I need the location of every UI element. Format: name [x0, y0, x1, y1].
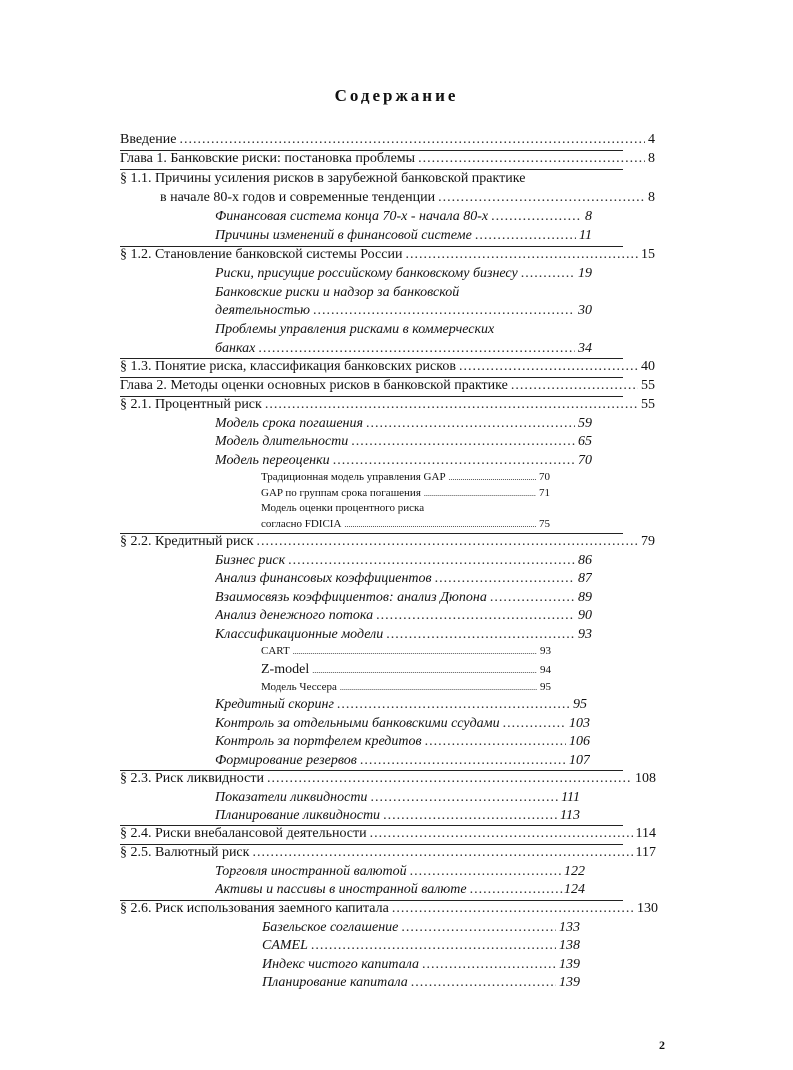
dot-leader [360, 753, 566, 769]
toc-entry-page: 89 [578, 590, 592, 605]
dot-leader [370, 790, 558, 806]
dot-leader [411, 975, 556, 991]
toc-entry-title: Контроль за отдельными банковскими ссудами [215, 716, 500, 731]
toc-entry-page: 55 [641, 378, 655, 393]
toc-entry-page: 103 [569, 716, 590, 731]
dot-leader [179, 132, 645, 148]
toc-entry-title[interactable]: Проблемы управления рисками в коммерческих [215, 322, 495, 337]
dot-leader [511, 378, 638, 394]
toc-entry-page: 94 [540, 664, 551, 676]
toc-entry-title: § 2.3. Риск ликвидности [120, 771, 264, 786]
dot-leader [386, 627, 575, 643]
toc-entry-title: Финансовая система конца 70-х - начала 80-х [215, 209, 489, 224]
toc-entry-title[interactable]: § 1.1. Причины усиления рисков в зарубежной банковской практике [120, 171, 526, 186]
toc-entry-title: Планирование капитала [262, 975, 408, 990]
toc-entry-page: 139 [559, 957, 580, 972]
toc-entry-title: Модель переоценки [215, 453, 330, 468]
toc-entry[interactable] [120, 534, 655, 550]
dot-leader [312, 666, 537, 675]
toc-entry-title: § 2.6. Риск использования заемного капитала [120, 901, 389, 916]
toc-entry[interactable] [120, 397, 655, 413]
toc-entry-page: 117 [635, 845, 656, 860]
toc-entry-title: § 1.2. Становление банковской системы России [120, 247, 403, 262]
dot-leader [337, 697, 570, 713]
toc-entry-page: 133 [559, 920, 580, 935]
toc-entry-title: в начале 80-х годов и современные тенденции [160, 190, 436, 205]
dot-leader [521, 266, 575, 282]
toc-entry-title: Планирование ликвидности [215, 808, 381, 823]
dot-leader [258, 341, 575, 357]
toc-entry[interactable] [215, 571, 592, 587]
toc-entry-page: 86 [578, 553, 592, 568]
toc-entry-page: 75 [539, 518, 550, 530]
toc-entry-page: 79 [641, 534, 655, 549]
toc-entry[interactable] [261, 645, 551, 657]
toc-entry[interactable] [120, 771, 656, 787]
toc-entry-page: 87 [578, 571, 592, 586]
toc-entry-page: 95 [573, 697, 587, 712]
toc-entry-title: Модель длительности [215, 434, 349, 449]
toc-entry[interactable] [120, 359, 655, 375]
dot-leader [265, 397, 638, 413]
page-number: 2 [659, 1038, 665, 1052]
toc-entry-page: 8 [648, 190, 655, 205]
dot-leader [475, 228, 576, 244]
toc-entry-title: банках [215, 341, 256, 356]
dot-leader [490, 590, 575, 606]
dot-leader [267, 771, 632, 787]
toc-entry-title: CAMEL [262, 938, 308, 953]
toc-entry-title: Причины изменений в финансовой системе [215, 228, 472, 243]
toc-entry[interactable] [215, 864, 585, 880]
toc-entry-page: 34 [578, 341, 592, 356]
toc-entry-title: деятельностью [215, 303, 310, 318]
toc-entry-page: 15 [641, 247, 655, 262]
toc-entry-page: 55 [641, 397, 655, 412]
toc-entry-title: Глава 2. Методы оценки основных рисков в банковской практике [120, 378, 508, 393]
dot-leader [366, 416, 575, 432]
toc-entry-page: 111 [561, 790, 580, 805]
toc-entry-title: § 1.3. Понятие риска, классификация банковских рисков [120, 359, 456, 374]
toc-entry-page: 113 [560, 808, 580, 823]
toc-entry[interactable] [120, 378, 655, 394]
toc-entry[interactable] [215, 303, 592, 319]
dot-leader [410, 864, 561, 880]
dot-leader [333, 453, 575, 469]
toc-entry-title: GAP по группам срока погашения [261, 487, 421, 499]
toc-entry[interactable] [215, 790, 580, 806]
toc-entry-page: 70 [539, 471, 550, 483]
toc-entry[interactable] [261, 471, 550, 483]
toc-entry-title: Глава 1. Банковские риски: постановка проблемы [120, 151, 416, 166]
dot-leader [438, 190, 645, 206]
toc-entry[interactable] [215, 716, 590, 732]
toc-entry-title: Бизнес риск [215, 553, 286, 568]
toc-entry-title: согласно FDICIA [261, 518, 342, 530]
toc-entry-page: 40 [641, 359, 655, 374]
toc-entry-page: 70 [578, 453, 592, 468]
toc-entry[interactable] [120, 845, 656, 861]
toc-entry-title[interactable]: Модель оценки процентного риска [261, 502, 425, 514]
dot-leader [418, 151, 645, 167]
dot-leader [293, 647, 537, 656]
toc-entry[interactable] [262, 975, 580, 991]
toc-entry-title: Введение [120, 132, 177, 147]
dot-leader [422, 957, 556, 973]
dot-leader [401, 920, 556, 936]
toc-entry-page: 124 [564, 882, 585, 897]
toc-entry-title: Контроль за портфелем кредитов [215, 734, 422, 749]
toc-entry[interactable] [215, 753, 590, 769]
toc-entry-page: 4 [648, 132, 655, 147]
toc-entry[interactable] [215, 341, 592, 357]
toc-entry-title: Традиционная модель управления GAP [261, 471, 446, 483]
toc-entry-page: 130 [637, 901, 658, 916]
toc-entry[interactable] [261, 681, 551, 693]
toc-entry[interactable] [160, 190, 655, 206]
toc-entry-title: CART [261, 645, 290, 657]
toc-entry[interactable] [261, 487, 550, 499]
toc-entry-page: 30 [578, 303, 592, 318]
toc-entry-title: Индекс чистого капитала [262, 957, 419, 972]
toc-entry-title: Показатели ликвидности [215, 790, 368, 805]
toc-entry[interactable] [215, 697, 587, 713]
toc-entry-page: 95 [540, 681, 551, 693]
toc-entry[interactable] [215, 209, 592, 225]
toc-entry[interactable] [215, 627, 592, 643]
toc-entry[interactable] [215, 734, 590, 750]
dot-leader [503, 716, 566, 732]
toc-entry-page: 138 [559, 938, 580, 953]
toc-entry[interactable] [215, 590, 592, 606]
dot-leader [383, 808, 557, 824]
toc-entry-title[interactable]: Банковские риски и надзор за банковской [215, 285, 460, 300]
dot-leader [435, 571, 575, 587]
dot-leader [470, 882, 564, 898]
toc-entry-page: 114 [635, 826, 656, 841]
toc-entry-title: Анализ денежного потока [215, 608, 374, 623]
toc-entry[interactable] [262, 920, 580, 936]
toc-entry[interactable] [120, 901, 658, 917]
toc-entry-page: 8 [648, 151, 655, 166]
toc-entry[interactable] [262, 938, 580, 954]
dot-leader [257, 534, 639, 550]
toc-entry-page: 65 [578, 434, 592, 449]
toc-entry-title: Кредитный скоринг [215, 697, 334, 712]
toc-entry[interactable] [215, 416, 592, 432]
dot-leader [311, 938, 556, 954]
toc-entry-page: 108 [635, 771, 656, 786]
dot-leader [351, 434, 575, 450]
toc-entry-page: 106 [569, 734, 590, 749]
toc-entry-page: 71 [539, 487, 550, 499]
dot-leader [340, 683, 537, 692]
dot-leader [459, 359, 638, 375]
dot-leader [425, 734, 566, 750]
toc-entry[interactable] [262, 957, 580, 973]
toc-entry-title: Торговля иностранной валютой [215, 864, 407, 879]
toc-entry-title: § 2.1. Процентный риск [120, 397, 262, 412]
toc-entry-title: Модель срока погашения [215, 416, 363, 431]
toc-entry[interactable] [215, 228, 592, 244]
toc-entry-title: Активы и пассивы в иностранной валюте [215, 882, 467, 897]
toc-entry-title: Риски, присущие российскому банковскому бизнесу [215, 266, 518, 281]
dot-leader [344, 520, 536, 529]
dot-leader [424, 489, 536, 498]
dot-leader [392, 901, 634, 917]
toc-entry[interactable] [120, 132, 655, 148]
toc-entry[interactable] [120, 826, 656, 842]
divider [120, 169, 623, 170]
toc-entry[interactable] [261, 662, 551, 678]
toc-entry-title: § 2.2. Кредитный риск [120, 534, 254, 549]
toc-entry[interactable] [215, 882, 585, 898]
toc-entry-page: 93 [578, 627, 592, 642]
toc-entry[interactable] [215, 434, 592, 450]
toc-entry-page: 8 [585, 209, 592, 224]
toc-entry[interactable] [215, 808, 580, 824]
toc-entry[interactable] [120, 151, 655, 167]
dot-leader [376, 608, 575, 624]
dot-leader [370, 826, 633, 842]
dot-leader [313, 303, 575, 319]
toc-entry-page: 59 [578, 416, 592, 431]
toc-entry[interactable] [215, 453, 592, 469]
toc-entry-title: Формирование резервов [215, 753, 357, 768]
dot-leader [449, 473, 536, 482]
toc-entry[interactable] [215, 266, 592, 282]
toc-entry[interactable] [215, 553, 592, 569]
dot-leader [491, 209, 582, 225]
toc-entry[interactable] [261, 518, 550, 530]
page-title: Содержание [334, 86, 459, 105]
toc-entry-title: Взаимосвязь коэффициентов: анализ Дюпона [215, 590, 487, 605]
toc-entry-title: Классификационные модели [215, 627, 384, 642]
toc-entry[interactable] [120, 247, 655, 263]
toc-entry-title: Анализ финансовых коэффициентов [215, 571, 432, 586]
toc-entry-title: § 2.5. Валютный риск [120, 845, 250, 860]
toc-entry-title: Модель Чессера [261, 681, 337, 693]
toc-entry[interactable] [215, 608, 592, 624]
toc-entry-page: 19 [578, 266, 592, 281]
toc-entry-page: 139 [559, 975, 580, 990]
toc-entry-page: 93 [540, 645, 551, 657]
toc-entry-title: Z-model [261, 662, 310, 677]
dot-leader [252, 845, 632, 861]
toc-entry-page: 90 [578, 608, 592, 623]
toc-entry-title: Базельское соглашение [262, 920, 399, 935]
toc-entry-page: 107 [569, 753, 590, 768]
toc-entry-page: 11 [579, 228, 592, 243]
dot-leader [405, 247, 638, 263]
toc-entry-page: 122 [564, 864, 585, 879]
toc-entry-title: § 2.4. Риски внебалансовой деятельности [120, 826, 367, 841]
dot-leader [288, 553, 575, 569]
